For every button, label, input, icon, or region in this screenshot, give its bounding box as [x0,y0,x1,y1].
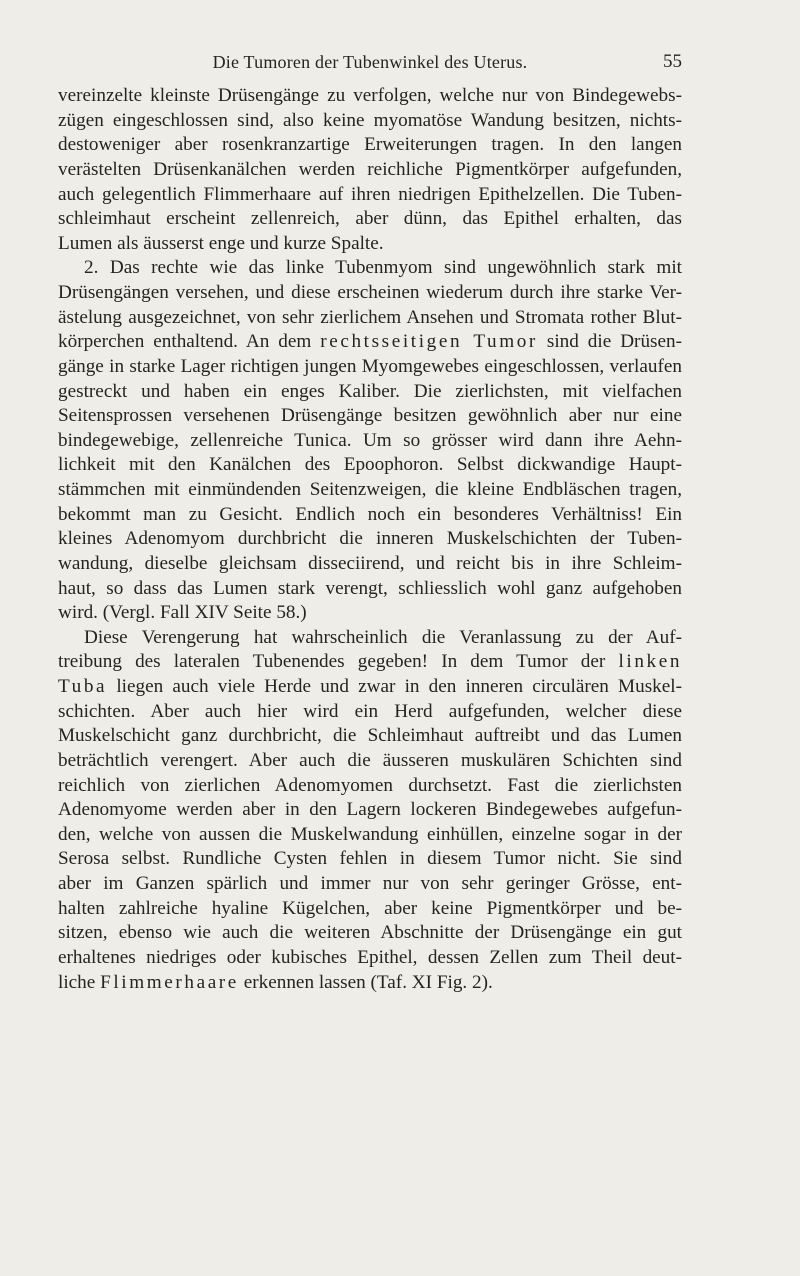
spaced-emphasis: Tuba [58,676,108,697]
text-run: treibung des lateralen Tubenendes gegeben! In dem Tumor der [58,651,606,673]
text-line-mixed [58,675,682,700]
text-line: Adenomyome werden aber in den Lagern lockeren Bindegewebes aufgefun- [58,799,682,821]
text-line: den, welche von aussen die Muskelwandung einhüllen, einzelne sogar in der [58,823,682,845]
page-number: 55 [663,51,682,72]
text-run: liche [58,971,96,993]
text-line-mixed [58,330,682,355]
text-line: halten zahlreiche hyaline Kügelchen, aber keine Pigmentkörper und be- [58,897,682,919]
text-line: wird. (Vergl. Fall XIV Seite 58.) [58,602,307,624]
text-line: Drüsengängen versehen, und diese erscheinen wiederum durch ihre starke Ver- [58,282,682,303]
text-line: destoweniger aber rosenkranzartige Erweiterungen tragen. In den langen [58,134,682,156]
text-line: reichlich von zierlichen Adenomyomen durchsetzt. Fast die zierlichsten [58,774,682,796]
text-line: bekommt man zu Gesicht. Endlich noch ein besonderes Verhältniss! Ein [58,503,682,525]
text-line: aber im Ganzen spärlich und immer nur von sehr geringer Grösse, ent- [58,873,682,894]
text-line: haut, so dass das Lumen stark verengt, schliesslich wohl ganz aufgehoben [58,577,682,599]
text-line: Diese Verengerung hat wahrscheinlich die Veranlassung zu der Auf- [84,626,682,648]
text-line: Lumen als äusserst enge und kurze Spalte. [58,232,384,254]
text-line: Muskelschicht ganz durchbricht, die Schleimhaut auftreibt und das Lumen [58,725,682,747]
spaced-emphasis: linken [618,651,683,673]
text-line: zügen eingeschlossen sind, also keine myomatöse Wandung besitzen, nichts- [58,109,682,131]
text-line: Seitensprossen versehenen Drüsengänge besitzen gewöhnlich aber nur eine [58,405,682,427]
text-line-mixed [58,650,682,675]
text-line: auch gelegentlich Flimmerhaare auf ihren niedrigen Epithelzellen. Die Tuben- [58,183,682,205]
text-line: schichten. Aber auch hier wird ein Herd aufgefunden, welcher diese [58,700,682,722]
text-line-mixed [58,971,682,996]
spaced-emphasis: rechtsseitigen Tumor [320,331,538,353]
body-text [58,84,682,995]
running-title: Die Tumoren der Tubenwinkel des Uterus. [212,52,528,72]
text-line: vereinzelte kleinste Drüsengänge zu verfolgen, welche nur von Bindegewebs- [58,85,682,106]
text-line: ästelung ausgezeichnet, von sehr zierlichem Ansehen und Stromata rother Blut- [58,306,682,328]
text-line: lichkeit mit den Kanälchen des Epoophoron. Selbst dickwandige Haupt- [58,454,682,476]
text-line: verästelten Drüsenkanälchen werden reichliche Pigmentkörper aufgefunden, [58,158,682,180]
text-line: gestreckt und haben ein enges Kaliber. Die zierlichsten, mit vielfachen [58,380,682,402]
text-line: bindegewebige, zellenreiche Tunica. Um so grösser wird dann ihre Aehn- [58,429,682,451]
text-line: sitzen, ebenso wie auch die weiteren Abschnitte der Drüsengänge ein gut [58,922,682,944]
running-head [58,50,682,74]
text-run: erkennen lassen (Taf. XI Fig. 2). [243,971,493,993]
text-line: Serosa selbst. Rundliche Cysten fehlen in diesem Tumor nicht. Sie sind [58,848,682,870]
text-line: 2. Das rechte wie das linke Tubenmyom sind ungewöhnlich stark mit [84,257,682,279]
spaced-emphasis: Flimmerhaare [100,971,239,993]
text-line: erhaltenes niedriges oder kubisches Epithel, dessen Zellen zum Theil deut- [58,946,682,968]
text-line: wandung, dieselbe gleichsam disseciirend, und reicht bis in ihre Schleim- [58,552,682,574]
text-line: beträchtlich verengert. Aber auch die äusseren muskulären Schichten sind [58,749,682,771]
text-line: gänge in starke Lager richtigen jungen Myomgewebes eingeschlossen, verlaufen [58,355,682,377]
text-run: liegen auch viele Herde und zwar in den inneren circulären Muskel- [116,676,682,697]
text-run: körperchen enthaltend. An dem [58,331,312,353]
text-line: kleines Adenomyom durchbricht die inneren Muskelschichten der Tuben- [58,528,682,550]
text-line: schleimhaut erscheint zellenreich, aber dünn, das Epithel erhalten, das [58,208,682,230]
text-run: sind die Drüsen- [546,331,682,353]
text-line: stämmchen mit einmündenden Seitenzweigen, die kleine Endbläschen tragen, [58,479,682,500]
